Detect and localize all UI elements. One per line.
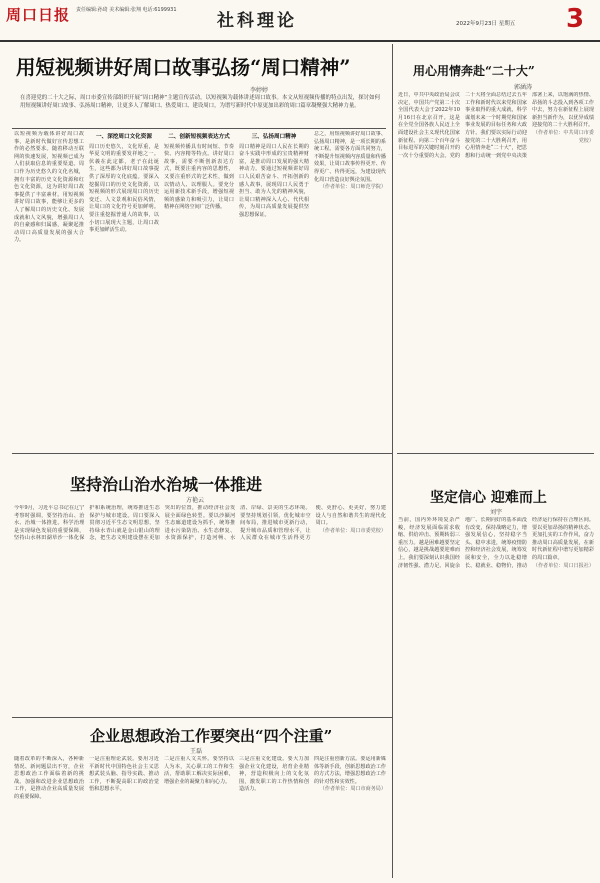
article5-column-3 xyxy=(164,756,234,878)
article3-title: 坚持治山治水治城一体推进 xyxy=(70,475,263,494)
article1-col4-text: 周口精神是周口人民在长期的奋斗实践中形成的宝贵精神财富，是推动周口发展的强大精神动力。要通过短视频讲好周口人民艰苦奋斗、开拓创新的感人故事，展现周口人民勇于担当、敢为人先的精神风貌，让周口精神深入人心、代代相传，为周口高质量发展提供坚强思想保证。 xyxy=(239,143,309,218)
article1-col2-text: 周口历史悠久，文化厚重，是华夏文明的重要发祥地之一。伏羲在此定都，老子在此诞生，这些都为讲好周口故事提供了深厚的文化底蕴。要深入挖掘周口的历史文化资源，以短视频的形式展现周口的历史变迁、人文景观和民俗风情，让周口的文化符号更加鲜明。要注重挖掘普通人的故事，以小切口展现大主题，让周口故事更加鲜活生动。 xyxy=(89,143,159,234)
newspaper-logo: 周口日报 xyxy=(6,6,71,24)
article5-col4-text: 三是注重文化建设。要大力加强企业文化建设，培育企业精神，营造积极向上的文化氛围，激发职工的工作热情和创造活力。 xyxy=(239,756,309,793)
article2-text: 近日，中共中央政治局会议决定，中国共产党第二十次全国代表大会于2022年10月16日在北京召开。这是在全党全国各族人民迈上全面建设社会主义现代化国家新征程、向第二个百年奋斗目标进军的关键时刻召开的一次十分重要的大会。党的二十大将全面总结过去五年工作和新时代以来党和国家事业取得的重大成就，科学谋划未来一个时期党和国家事业发展的目标任务和大政方针。我们要以实际行动迎接党的二十大胜利召开，用心用情奔赴“二十大”，把思想和行动统一到党中央决策部署上来，以饱满的热情、昂扬的斗志投入到各项工作中去，努力在新征程上展现新担当新作为，以优异成绩迎接党的二十大胜利召开。 xyxy=(398,92,594,159)
article1-author: 李婷婷 xyxy=(250,87,269,94)
article1-column-1 xyxy=(14,131,84,449)
article5-column-2 xyxy=(89,756,159,878)
article2-author: 郭涵涛 xyxy=(514,84,533,91)
divider xyxy=(392,44,393,484)
divider xyxy=(12,453,392,454)
article3-author: 方艳云 xyxy=(186,497,205,504)
editor-info xyxy=(76,6,177,14)
article5-title: 企业思想政治工作要突出“四个注重” xyxy=(90,727,333,745)
article3-unit: （作者单位：周口市委党校） xyxy=(319,527,386,534)
article1-col5-text: 总之，用短视频讲好周口故事、弘扬周口精神，是一项长期的系统工程。需要各方面共同努力，不断提升短视频内容质量和传播效果，让周口故事传得更开、传得更广、传得更远，为建设现代化周口营造良好舆论氛围。 xyxy=(314,131,386,183)
page-number: 3 xyxy=(566,4,585,34)
article1-unit: （作者单位：周口师范学院） xyxy=(319,184,386,191)
divider xyxy=(12,128,386,129)
article4-title: 坚定信心 迎难而上 xyxy=(430,490,547,506)
issue-date: 2022年9月23日 星期五 xyxy=(456,21,516,27)
masthead xyxy=(0,0,600,42)
article5-col5-text: 四是注重创新方法。要运用新媒体等新手段，创新思想政治工作的方式方法，增强思想政治工作的针对性和实效性。 xyxy=(314,756,386,785)
article4-unit: （作者单位：周口日报社） xyxy=(532,562,594,569)
article1-title: 用短视频讲好周口故事弘扬“周口精神” xyxy=(16,56,351,79)
article1-column-5 xyxy=(314,131,386,449)
article1-column-4 xyxy=(239,131,309,449)
article1-col1-text: 以短视频为载体讲好周口故事，是新时代做好宣传思想工作的必然要求。随着移动互联网的快速发展，短视频已成为人们获取信息的重要渠道。周口作为历史悠久的文化名城，拥有丰富的历史文化资源和红色文化资源，这为讲好周口故事提供了丰富素材。用短视频讲好周口故事，能够让更多的人了解周口的历史文化、发展成就和人文风貌，增强周口人的自豪感和归属感，凝聚起推动周口高质量发展的强大合力。 xyxy=(14,131,84,244)
divider xyxy=(12,717,392,718)
article5-col3-text: 二是注重人文关怀。要坚持以人为本，关心职工的工作和生活，帮助职工解决实际困难，增强企业的凝聚力和向心力。 xyxy=(164,756,234,785)
article5-author: 王磊 xyxy=(190,748,203,755)
section-title: 社科理论 xyxy=(217,11,297,31)
article1-col3-text: 短视频传播具有时间短、节奏快、内容精等特点。讲好周口故事，需要不断创新表达方式，既要注重内容的思想性，又要注重形式的艺术性，做到以情动人、以理服人。要充分运用新技术新手段，增强短视频的感染力和吸引力，让周口精神在网络空间广泛传播。 xyxy=(164,143,234,211)
article5-column-1 xyxy=(14,756,84,878)
article5-unit: （作者单位：周口市商务局） xyxy=(319,786,386,793)
article4-text: 当前，国内外环境复杂严峻，经济发展面临需求收缩、供给冲击、预期转弱三重压力。越是困难越要坚定信心，越是挑战越要迎难而上。我们要深刻认识我国经济韧性强、潜力足、回旋余地广、长期向好的基本面没有改变，保持战略定力，增强发展信心，坚持稳字当头、稳中求进，统筹疫情防控和经济社会发展，统筹发展和安全，全力以赴稳增长、稳就业、稳物价，推动经济运行保持在合理区间。要以更加昂扬的精神状态、更加扎实的工作作风，奋力推动周口高质量发展，在新时代新征程中谱写更加精彩的周口篇章。 xyxy=(398,517,594,569)
article2-title: 用心用情奔赴“二十大” xyxy=(413,64,535,78)
article3-text: 今年9月，习近平总书记在辽宁考察时强调，要坚持治山、治水、治城一体推进。科学治理是实现绿色发展的重要保障，坚持山水林田湖草沙一体化保护和系统治理，统筹推进生态保护与城市建设。周口要深入贯彻习近平生态文明思想，坚持绿水青山就是金山银山的理念，把生态文明建设摆在更加突出的位置，推动经济社会发展全面绿色转型。要以沙颍河生态廊道建设为抓手，统筹推进水污染防治、水生态修复、水资源保护，打造河畅、水清、岸绿、景美的生态环境。要坚持规划引领，优化城市空间布局，推进城市更新行动，提升城市品质和管理水平，让人民群众在城市生活得更方便、更舒心、更美好，努力建设人与自然和谐共生的现代化周口。 xyxy=(14,505,386,542)
article4-author: 刘宇 xyxy=(490,509,503,516)
article1-subhead-1: 一、深挖周口文化资源 xyxy=(96,134,152,140)
article3-body xyxy=(14,505,386,715)
article1-column-3 xyxy=(164,131,234,449)
article1-subhead-2: 二、创新短视频表达方式 xyxy=(168,134,230,140)
article1-lead: 在喜迎党的二十大之际，周口市委宣传部组织开展“周口精神”主题宣传活动，以短视频为载体讲述周口故事。本文从短视频传播的特点出发，探讨如何用短视频讲好周口故事、弘扬周口精神，让更多人了解周口、热爱周口、建设周口，为谱写新时代中原更加出彩的周口篇章凝聚强大精神力量。 xyxy=(20,95,380,109)
divider xyxy=(392,458,393,878)
divider xyxy=(397,453,594,454)
article5-column-5 xyxy=(314,756,386,878)
article2-body xyxy=(398,92,594,447)
article5-col2-text: 一是注重理论武装。要用习近平新时代中国特色社会主义思想武装头脑、指导实践、推动工作，不断提高职工的政治觉悟和思想水平。 xyxy=(89,756,159,793)
article5-col1-text: 随着改革的不断深入，各种新情况、新问题层出不穷，企业思想政治工作面临着新的挑战。加强和改进企业思想政治工作，是推动企业高质量发展的重要保障。 xyxy=(14,756,84,800)
article2-unit: （作者单位：中共周口市委党校） xyxy=(532,129,594,144)
article1-column-2 xyxy=(89,131,159,449)
article4-body xyxy=(398,517,594,877)
article1-subhead-3: 三、弘扬周口精神 xyxy=(251,134,297,140)
article5-column-4 xyxy=(239,756,309,878)
editor-info-line: 责任编辑:孙琦 美术编辑:张翔 电话:6199931 xyxy=(76,7,177,13)
